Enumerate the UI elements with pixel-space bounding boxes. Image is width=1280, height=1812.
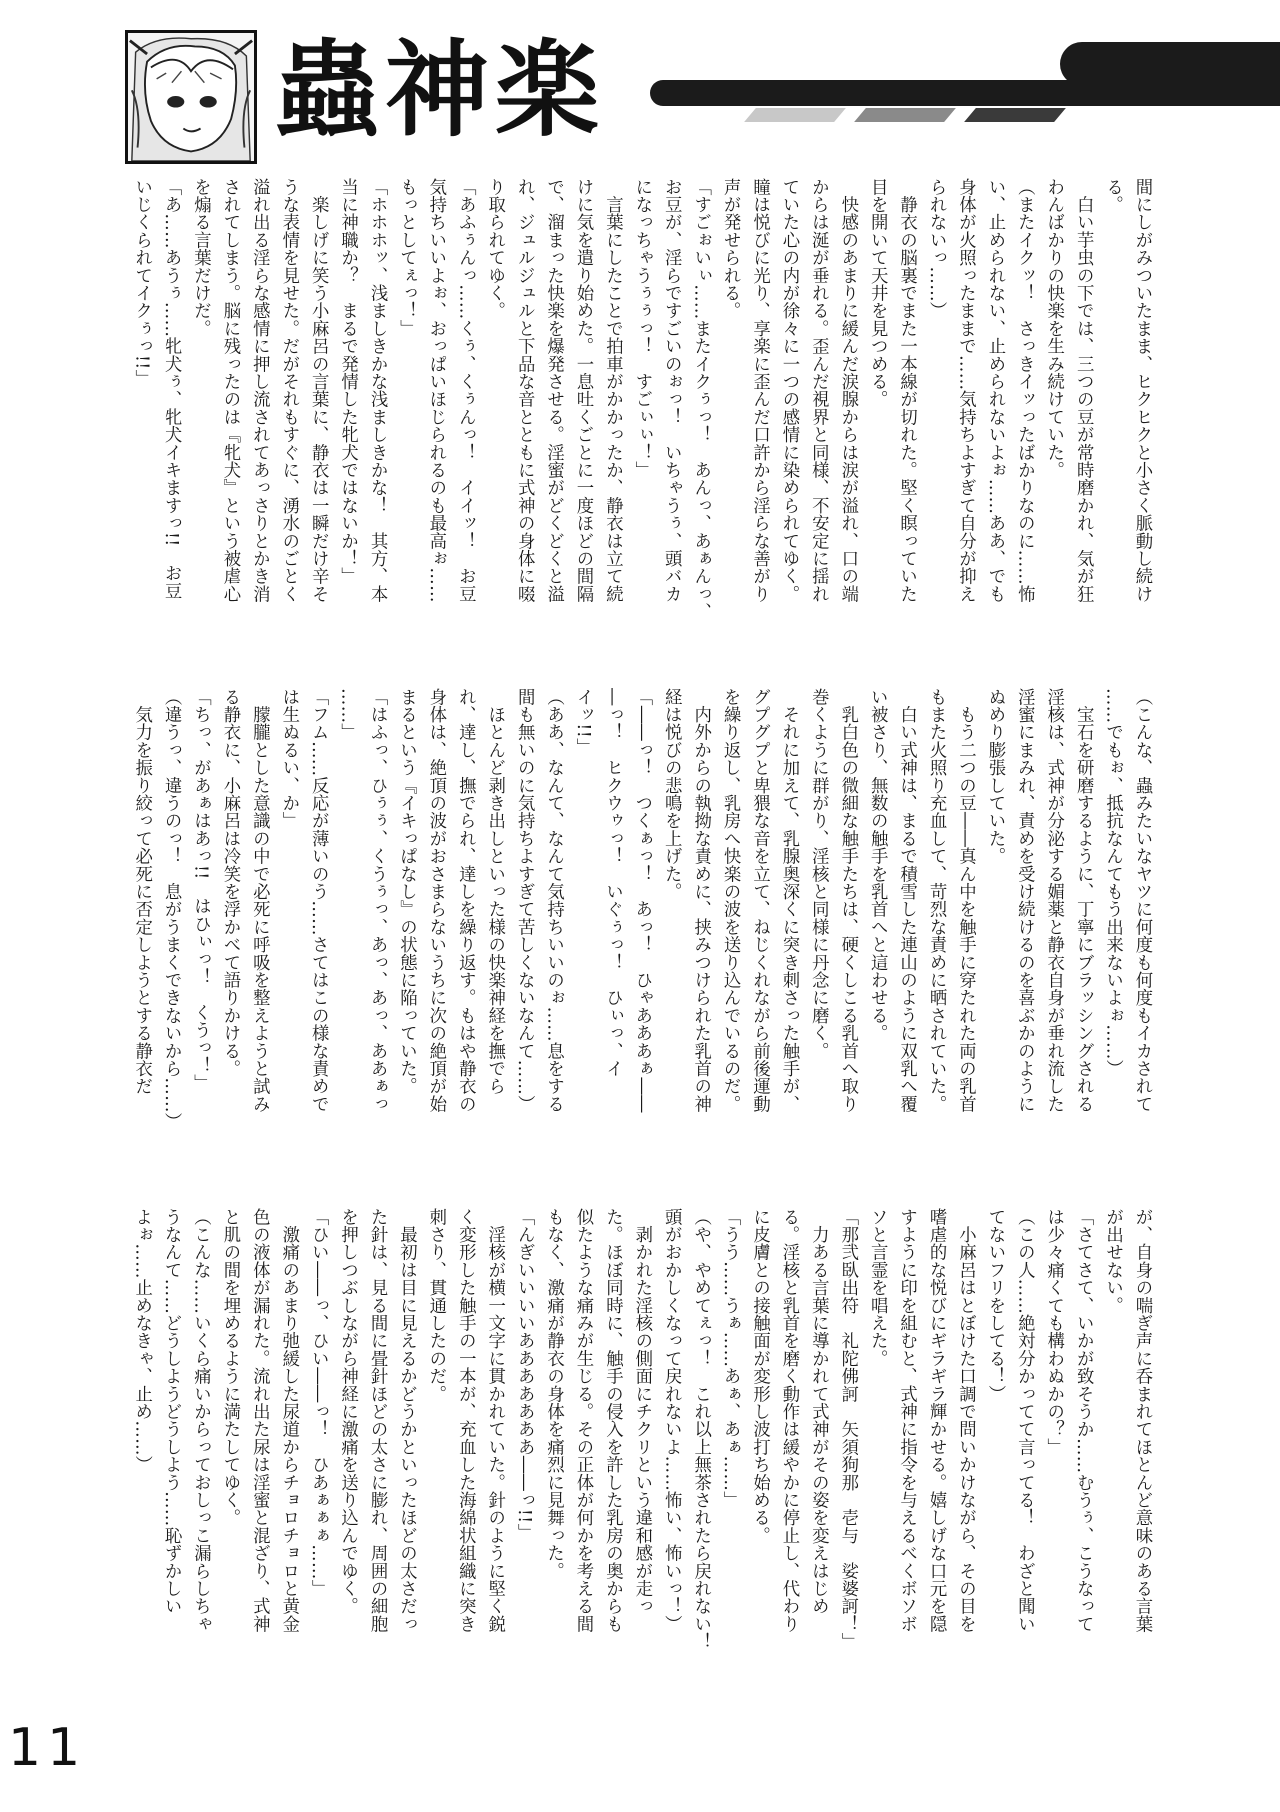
text-column: 「ホホホッ、浅ましきかな浅ましきかな！ 其方、本 bbox=[367, 178, 388, 603]
text-block-middle bbox=[128, 688, 1158, 1186]
text-column: 快感のあまりに緩んだ涙腺からは涙が溢れ、口の端 bbox=[837, 178, 858, 603]
text-column: と肌の間を埋めるように満たしてゆく。 bbox=[219, 1208, 240, 1527]
text-column: は少々痛くても構わぬかの？」 bbox=[1043, 1208, 1064, 1456]
text-column: 淫蜜にまみれ、責めを受け続けるのを喜ぶかのように bbox=[1014, 688, 1035, 1113]
text-column: 朦朧とした意識の中で必死に呼吸を整えようと試み bbox=[249, 688, 270, 1113]
text-column: うなんて……どうしようどうしよう……恥ずかしい bbox=[161, 1208, 182, 1616]
text-column: る静衣に、小麻呂は冷笑を浮かべて語りかける。 bbox=[219, 688, 240, 1078]
text-column: 乳白色の微細な触手たちは、硬くしこる乳首へ取り bbox=[837, 688, 858, 1113]
text-column: イッ!!」 bbox=[572, 688, 593, 756]
text-column: ……でもぉ、抵抗なんてもう出来ないよぉ……） bbox=[1102, 688, 1123, 1078]
text-column: もまた火照り充血して、苛烈な責めに晒されていた。 bbox=[926, 688, 947, 1113]
text-column: ぬめり膨張していた。 bbox=[984, 688, 1005, 865]
text-column: た針は、見る間に畳針ほどの太さに膨れ、周囲の細胞 bbox=[367, 1208, 388, 1633]
text-column: になっちゃうぅぅっ！ すごぃぃ！」 bbox=[631, 178, 652, 479]
text-column: く変形した触手の一本が、充血した海綿状組織に突き bbox=[455, 1208, 476, 1633]
text-column: けに気を遣り始めた。一息吐くごとに一度ほどの間隔 bbox=[572, 178, 593, 603]
text-column: れ、達し、撫でられ、達しを繰り返す。もはや静衣の bbox=[455, 688, 476, 1113]
text-column: 気持ちいいよぉ、おっぱいほじられるのも最高ぉ…… bbox=[425, 178, 446, 603]
text-column: 「あ……あうぅ……牝犬ぅ、牝犬イキますっ!! お豆 bbox=[161, 178, 182, 600]
text-column: が、自身の喘ぎ声に呑まれてほとんど意味のある言葉 bbox=[1132, 1208, 1152, 1633]
text-column: 白い芋虫の下では、三つの豆が常時磨かれ、気が狂 bbox=[1073, 178, 1094, 603]
text-column: 楽しげに笑う小麻呂の言葉に、静衣は一瞬だけ辛そ bbox=[308, 178, 329, 603]
text-column: 淫核が横一文字に貫かれていた。針のように堅く鋭 bbox=[484, 1208, 505, 1633]
header-portrait bbox=[125, 30, 257, 164]
text-column: 間も無いのに気持ちよすぎて苦しくないなんて……） bbox=[514, 688, 535, 1113]
text-column: 刺さり、貫通したのだ。 bbox=[425, 1208, 446, 1403]
text-column: （こんな……いくら痛いからっておしっこ漏らしちゃ bbox=[190, 1208, 211, 1633]
text-column: （この人……絶対分かってて言ってる！ わざと聞い bbox=[1014, 1208, 1035, 1633]
text-column: 「あふぅんっ……くぅ、くぅんっ！ イイッ！ お豆 bbox=[455, 178, 476, 603]
text-column: 瞳は悦びに光り、享楽に歪んだ口許から淫らな善がり bbox=[749, 178, 770, 603]
text-column: 「フム……反応が薄いのう……さてはこの様な責めで bbox=[308, 688, 329, 1113]
text-column: されてしまう。脳に残ったのは『牝犬』という被虐心 bbox=[219, 178, 240, 603]
text-column: 宝石を研磨するように、丁寧にブラッシングされる bbox=[1073, 688, 1094, 1113]
text-column: 淫核は、式神が分泌する媚薬と静衣自身が垂れ流した bbox=[1043, 688, 1064, 1113]
text-column: 声が発せられる。 bbox=[720, 178, 741, 320]
text-column: 最初は目に見えるかどうかといったほどの太さだっ bbox=[396, 1208, 417, 1633]
text-column: は生ぬるい、か」 bbox=[278, 688, 299, 830]
text-column: グプグプと卑猥な音を立て、ねじくれながら前後運動 bbox=[749, 688, 770, 1113]
text-column: 「――っ！ つくぁっ！ あっ！ ひゃあああぁ―― bbox=[631, 688, 652, 1113]
text-column: ……」 bbox=[337, 688, 358, 742]
header-decorative-bar bbox=[650, 80, 1280, 106]
text-column: 巻くように群がり、淫核と同様に丹念に磨く。 bbox=[808, 688, 829, 1060]
text-column: もう二つの豆――真ん中を触手に穿たれた両の乳首 bbox=[955, 688, 976, 1113]
text-column: 目を開いて天井を見つめる。 bbox=[867, 178, 888, 409]
text-column: 似たような痛みが生じる。その正体が何かを考える間 bbox=[572, 1208, 593, 1633]
text-column: 「さてさて、いかが致そうか……むうぅ、こうなって bbox=[1073, 1208, 1094, 1633]
text-column: 静衣の脳裏でまた一本線が切れた。堅く瞑っていた bbox=[896, 178, 917, 603]
text-column: うな表情を見せた。だがそれもすぐに、湧水のごとく bbox=[278, 178, 299, 603]
text-column: （またイクッ！ さっきイッったばかりなのに……怖 bbox=[1014, 178, 1035, 603]
text-column: る。淫核と乳首を磨く動作は緩やかに停止し、代わり bbox=[778, 1208, 799, 1633]
text-column: 激痛のあまり弛緩した尿道からチョロチョロと黄金 bbox=[278, 1208, 299, 1633]
header-stripe-light bbox=[744, 108, 846, 122]
text-column: た。ほぼ同時に、触手の侵入を許した乳房の奥からも bbox=[602, 1208, 623, 1633]
text-column: 剥かれた淫核の側面にチクリという違和感が走っ bbox=[631, 1208, 652, 1616]
text-column: すように印を組むと、式神に指令を与えるべくボソボ bbox=[896, 1208, 917, 1633]
text-column: からは涎が垂れる。歪んだ視界と同様、不安定に揺れ bbox=[808, 178, 829, 603]
text-column: 言葉にしたことで拍車がかかったか、静衣は立て続 bbox=[602, 178, 623, 603]
text-column: を煽る言葉だけだ。 bbox=[190, 178, 211, 338]
text-column: い被さり、無数の触手を乳首へと這わせる。 bbox=[867, 688, 888, 1042]
text-column: ほとんど剥き出しといった様の快楽神経を撫でら bbox=[484, 688, 505, 1096]
text-column: それに加えて、乳腺奥深くに突き刺さった触手が、 bbox=[778, 688, 799, 1113]
text-column: （こんな、蟲みたいなヤツに何度も何度もイカされて bbox=[1132, 688, 1152, 1113]
text-column: を押しつぶしながら神経に激痛を送り込んでゆく。 bbox=[337, 1208, 358, 1616]
text-column: 「那弐臥出符 礼陀佛訶 矢須狗那 壱与 娑婆訶！」 bbox=[837, 1208, 858, 1651]
text-column: が出せない。 bbox=[1102, 1208, 1123, 1315]
text-column: まるという『イキっぱなし』の状態に陥っていた。 bbox=[396, 688, 417, 1096]
text-column: れ、ジュルジュルと下品な音とともに式神の身体に啜 bbox=[514, 178, 535, 603]
text-column: る。 bbox=[1102, 178, 1123, 214]
text-column: 当に神職か？ まるで発情した牝犬ではないか！」 bbox=[337, 178, 358, 586]
text-block-lower bbox=[128, 1208, 1158, 1708]
text-column: 白い式神は、まるで積雪した連山のように双乳へ覆 bbox=[896, 688, 917, 1113]
text-column: 「ひい――っ、ひい――っ！ ひあぁぁぁ……」 bbox=[308, 1208, 329, 1598]
text-column: 「うう……うぁ……あぁ、あぁ……」 bbox=[720, 1208, 741, 1509]
text-column: もなく、激痛が静衣の身体を痛烈に見舞った。 bbox=[543, 1208, 564, 1580]
text-column: ―っ！ ヒクウゥっ！ いぐぅっ！ ひぃっ、イ bbox=[602, 688, 623, 1078]
text-column: 力ある言葉に導かれて式神がその姿を変えはじめ bbox=[808, 1208, 829, 1616]
text-column: 間にしがみついたまま、ヒクヒクと小さく脈動し続け bbox=[1132, 178, 1152, 603]
text-column: 「ちっ、があぁはあっ!! はひぃっ！ くうっ！」 bbox=[190, 688, 211, 1092]
text-column: 溢れ出る淫らな感情に押し流されてあっさりとかき消 bbox=[249, 178, 270, 603]
text-column: （違うっ、違うのっ！ 息がうまくできないから……） bbox=[161, 688, 182, 1131]
text-column: よぉ……止めなきゃ、止め……） bbox=[131, 1208, 152, 1474]
text-column: てないフリをしてる！） bbox=[984, 1208, 1005, 1403]
text-column: （や、やめてぇっ！ これ以上無茶されたら戻れない！ bbox=[690, 1208, 711, 1651]
text-column: 「はふっ、ひぅぅ、くうぅっ、あっ、あっ、ああぁっ bbox=[367, 688, 388, 1113]
text-column: い、止められない、止められないよぉ……ああ、でも bbox=[984, 178, 1005, 603]
text-column: わんばかりの快楽を生み続けていた。 bbox=[1043, 178, 1064, 479]
text-column: 内外からの執拗な責めに、挟みつけられた乳首の神 bbox=[690, 688, 711, 1113]
text-column: いじくられてイクぅっ!!」 bbox=[131, 178, 152, 388]
text-column: 嗜虐的な悦びにギラギラ輝かせる。嬉しげな口元を隠 bbox=[926, 1208, 947, 1633]
page-number: 11 bbox=[8, 1718, 87, 1778]
text-column: ていた心の内が徐々に一つの感情に染められてゆく。 bbox=[778, 178, 799, 603]
text-column: もっとしてぇっ！」 bbox=[396, 178, 417, 338]
text-column: お豆が、淫らですごいのぉっ！ いちゃうぅ、頭バカ bbox=[661, 178, 682, 603]
text-column: り取られてゆく。 bbox=[484, 178, 505, 320]
text-column: （ああ、なんて、なんて気持ちいいのぉ……息をする bbox=[543, 688, 564, 1113]
header-stripe-dark bbox=[964, 108, 1066, 122]
text-column: 気力を振り絞って必死に否定しようとする静衣だ bbox=[131, 688, 152, 1096]
text-block-upper bbox=[128, 178, 1158, 666]
header-stripe-mid bbox=[854, 108, 956, 122]
text-column: 小麻呂はとぼけた口調で問いかけながら、その目を bbox=[955, 1208, 976, 1633]
text-column: 頭がおかしくなって戻れないよ……怖い、怖いっ！） bbox=[661, 1208, 682, 1633]
page-title: 蟲神楽 bbox=[275, 28, 606, 151]
text-column: ソと言霊を唱えた。 bbox=[867, 1208, 888, 1368]
text-column: 「んぎいいいいあああああああ――っ!!」 bbox=[514, 1208, 535, 1542]
text-column: 経は悦びの悲鳴を上げた。 bbox=[661, 688, 682, 901]
text-column: で、溜まった快楽を爆発させる。淫蜜がどくどくと溢 bbox=[543, 178, 564, 603]
page-header bbox=[0, 0, 1280, 170]
text-column: 「すごぉいぃ……またイクぅっ！ あんっ、あぁんっ、 bbox=[690, 178, 711, 621]
text-column: 色の液体が漏れた。流れ出た尿は淫蜜と混ざり、式神 bbox=[249, 1208, 270, 1633]
text-column: を繰り返し、乳房へ快楽の波を送り込んでいるのだ。 bbox=[720, 688, 741, 1113]
text-column: 身体は、絶頂の波がおさまらないうちに次の絶頂が始 bbox=[425, 688, 446, 1113]
text-column: られないっ……） bbox=[926, 178, 947, 320]
text-column: 身体が火照ったままで……気持ちよすぎて自分が抑え bbox=[955, 178, 976, 603]
portrait-illustration-icon bbox=[128, 33, 254, 161]
text-column: に皮膚との接触面が変形し波打ち始める。 bbox=[749, 1208, 770, 1545]
